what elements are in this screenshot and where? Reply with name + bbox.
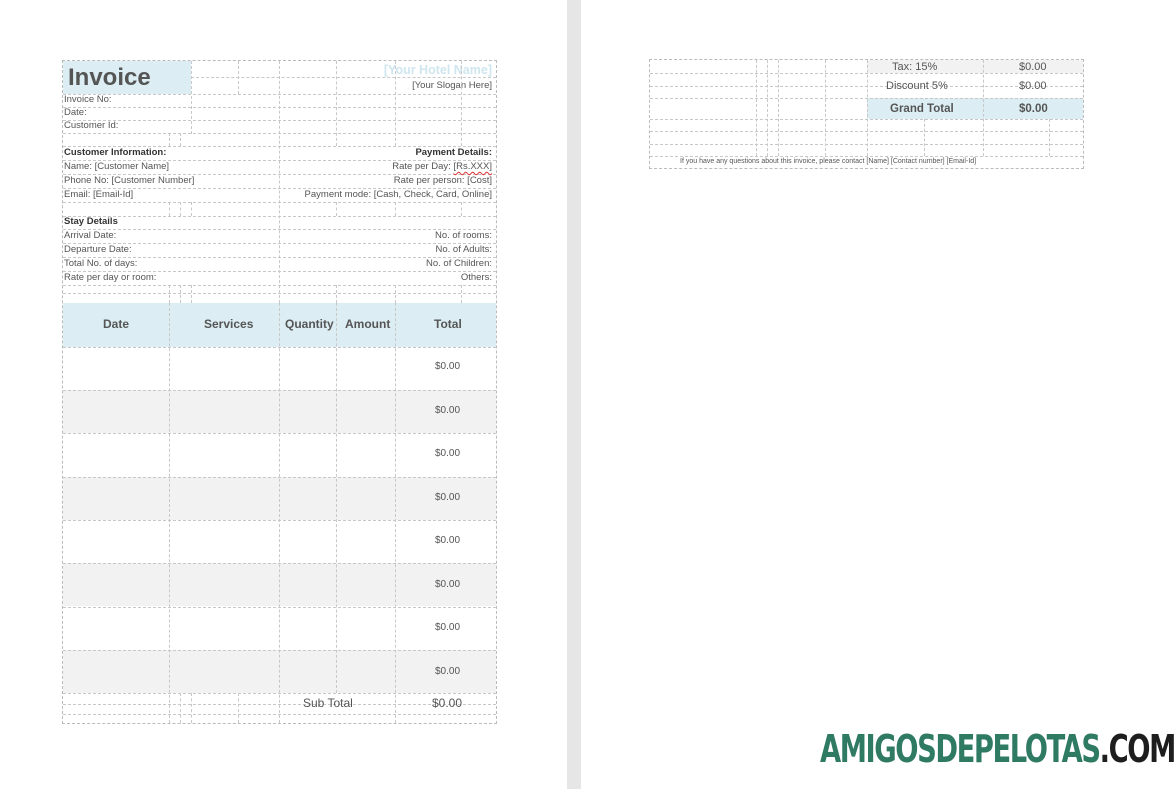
rooms-label: No. of rooms: [434,230,492,241]
invoice-summary [649,59,1084,169]
hotel-slogan: [Your Slogan Here] [412,80,492,91]
payment-mode: Payment mode: [Cash, Check, Card, Online] [304,189,492,200]
contact-note: If you have any questions about this invoice, please contact [Name] [Contact number] [Email-Id] [680,158,977,165]
invoice-title: Invoice [68,64,151,91]
rate-per-day-value: [Rs.XXX] [453,161,492,172]
watermark-main: AMIGOSDEPELOTAS [820,727,1100,771]
watermark-logo [820,727,1175,771]
discount-value: $0.00 [1019,80,1047,92]
row-total: $0.00 [435,535,461,546]
customer-email: Email: [Email-Id] [64,189,134,200]
row-total: $0.00 [435,448,461,459]
customer-phone: Phone No: [Customer Number] [64,175,195,186]
rate-per-room-label: Rate per day or room: [64,272,157,283]
invoice-no-label: Invoice No: [64,94,112,105]
grand-total-value: $0.00 [1019,103,1048,115]
customer-id-label: Customer Id: [64,120,119,131]
grand-total-label: Grand Total [890,103,954,115]
col-amount: Amount [345,317,391,331]
payment-details-heading: Payment Details: [415,147,492,158]
hotel-name: [Your Hotel Name] [383,63,492,77]
row-total: $0.00 [435,622,461,633]
tax-label: Tax: 15% [892,61,938,73]
date-label: Date: [64,107,87,118]
tax-value: $0.00 [1019,61,1047,73]
row-total: $0.00 [435,492,461,503]
rate-per-day-label: Rate per Day: [392,161,454,172]
row-total: $0.00 [435,579,461,590]
discount-label: Discount 5% [886,80,948,92]
total-days-label: Total No. of days: [64,258,138,269]
invoice-title-box [63,61,191,94]
col-date: Date [103,317,130,331]
subtotal-label: Sub Total [303,696,353,710]
adults-label: No. of Adults: [435,244,492,255]
invoice-main [62,60,497,724]
others-label: Others: [460,272,492,283]
row-total: $0.00 [435,405,461,416]
rate-per-day [392,161,492,173]
subtotal-value: $0.00 [432,696,463,710]
arrival-date-label: Arrival Date: [64,230,117,241]
customer-info-heading: Customer Information: [64,147,167,158]
col-services: Services [204,317,254,331]
watermark-tld: .COM [1099,727,1175,771]
row-total: $0.00 [435,666,461,677]
children-label: No. of Children: [425,258,492,269]
col-quantity: Quantity [285,317,334,331]
customer-name: Name: [Customer Name] [64,161,170,172]
rate-per-person: Rate per person: [Cost] [393,175,492,186]
departure-date-label: Departure Date: [64,244,132,255]
page-divider [567,0,581,789]
col-total: Total [434,317,462,331]
stay-details-heading: Stay Details [64,216,118,227]
row-total: $0.00 [435,361,461,372]
